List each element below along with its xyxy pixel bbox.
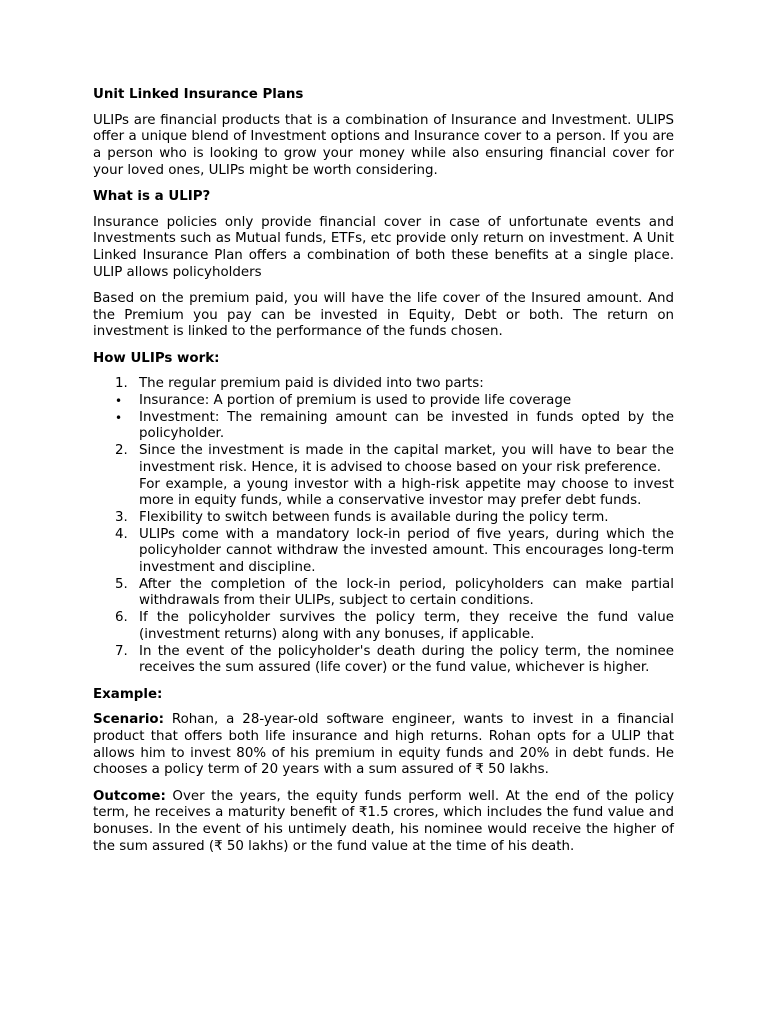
outcome-paragraph — [93, 789, 674, 856]
document-title: Unit Linked Insurance Plans — [93, 87, 304, 102]
list-item-text: In the event of the policyholder's death during the policy term, the nominee receives the sum assured (life cover) or the fund value, whichever is higher. — [139, 643, 674, 676]
what-is-ulip-heading: What is a ULIP? — [93, 189, 211, 205]
list-marker: 1. — [115, 376, 128, 392]
intro-paragraph: ULIPs are financial products that is a combination of Insurance and Investment. ULIPS offer a unique blend of Investment options and Insurance cover to a person. If you are a person who is looking to grow your money while also ensuring financial cover for your loved ones, ULIPs might be worth considering. — [93, 112, 674, 178]
outcome-text: Over the years, the equity funds perform well. At the end of the policy term, he receives a maturity benefit of ₹1.5 crores, which includes the fund value and bonuses. In the event of his untimely death, his nominee would receive the higher of the sum assured (₹ 50 lakhs) or the fund value at the time of his death. — [93, 788, 674, 854]
bullet-marker: • — [115, 394, 123, 409]
list-item-text: Investment: The remaining amount can be invested in funds opted by the policyholder. — [139, 409, 674, 442]
list-item — [93, 510, 674, 527]
what-is-ulip-paragraph-2: Based on the premium paid, you will have the life cover of the Insured amount. And the Premium you pay can be invested in Equity, Debt or both. The return on investment is linked to the performance of the funds chosen. — [93, 291, 674, 340]
list-item-text: After the completion of the lock-in period, policyholders can make partial withdrawals from their ULIPs, subject to certain conditions. — [139, 576, 674, 609]
list-item-text: Flexibility to switch between funds is available during the policy term. — [139, 509, 609, 525]
list-item — [93, 393, 674, 410]
list-marker: 3. — [115, 509, 128, 525]
list-marker: 5. — [115, 576, 128, 592]
list-item-example-text: For example, a young investor with a high-risk appetite may choose to invest more in equity funds, while a conservative investor may prefer debt funds. — [139, 476, 674, 509]
list-item-text: Since the investment is made in the capital market, you will have to bear the investment risk. Hence, it is advised to choose based on your risk preference. — [139, 443, 674, 475]
example-heading: Example: — [93, 686, 163, 702]
list-item — [93, 443, 674, 510]
how-ulips-work-heading: How ULIPs work: — [93, 350, 220, 366]
list-item — [93, 376, 674, 393]
list-item-text: If the policyholder survives the policy term, they receive the fund value (investment returns) along with any bonuses, if applicable. — [139, 610, 674, 642]
list-marker: 7. — [115, 643, 128, 659]
list-item — [93, 410, 674, 443]
list-item — [93, 527, 674, 577]
bullet-marker: • — [115, 410, 123, 425]
how-ulips-work-list — [93, 376, 674, 677]
outcome-label: Outcome: — [93, 788, 166, 804]
list-marker: 2. — [115, 443, 128, 459]
list-item — [93, 577, 674, 610]
scenario-text: Rohan, a 28-year-old software engineer, wants to invest in a financial product that offers both life insurance and high returns. Rohan opts for a ULIP that allows him to invest 80% of his premium in equity funds and 20% in debt funds. He chooses a policy term of 20 years with a sum assured of ₹ 50 lakhs. — [93, 712, 674, 778]
list-item-text: The regular premium paid is divided into two parts: — [139, 376, 484, 392]
list-item-text: ULIPs come with a mandatory lock-in period of five years, during which the policyholder cannot withdraw the invested amount. This encourages long-term investment and discipline. — [139, 526, 674, 576]
scenario-label: Scenario: — [93, 712, 164, 728]
list-item — [93, 644, 674, 677]
list-marker: 4. — [115, 526, 128, 542]
list-item-text: Insurance: A portion of premium is used to provide life coverage — [139, 393, 572, 409]
list-marker: 6. — [115, 610, 128, 626]
list-item — [93, 610, 674, 643]
scenario-paragraph — [93, 712, 674, 779]
what-is-ulip-paragraph-1: Insurance policies only provide financial cover in case of unfortunate events and Investments such as Mutual funds, ETFs, etc provide only return on investment. A Unit Linked Insurance Plan offers a combination of both these benefits at a single place. ULIP allows policyholders — [93, 214, 674, 280]
